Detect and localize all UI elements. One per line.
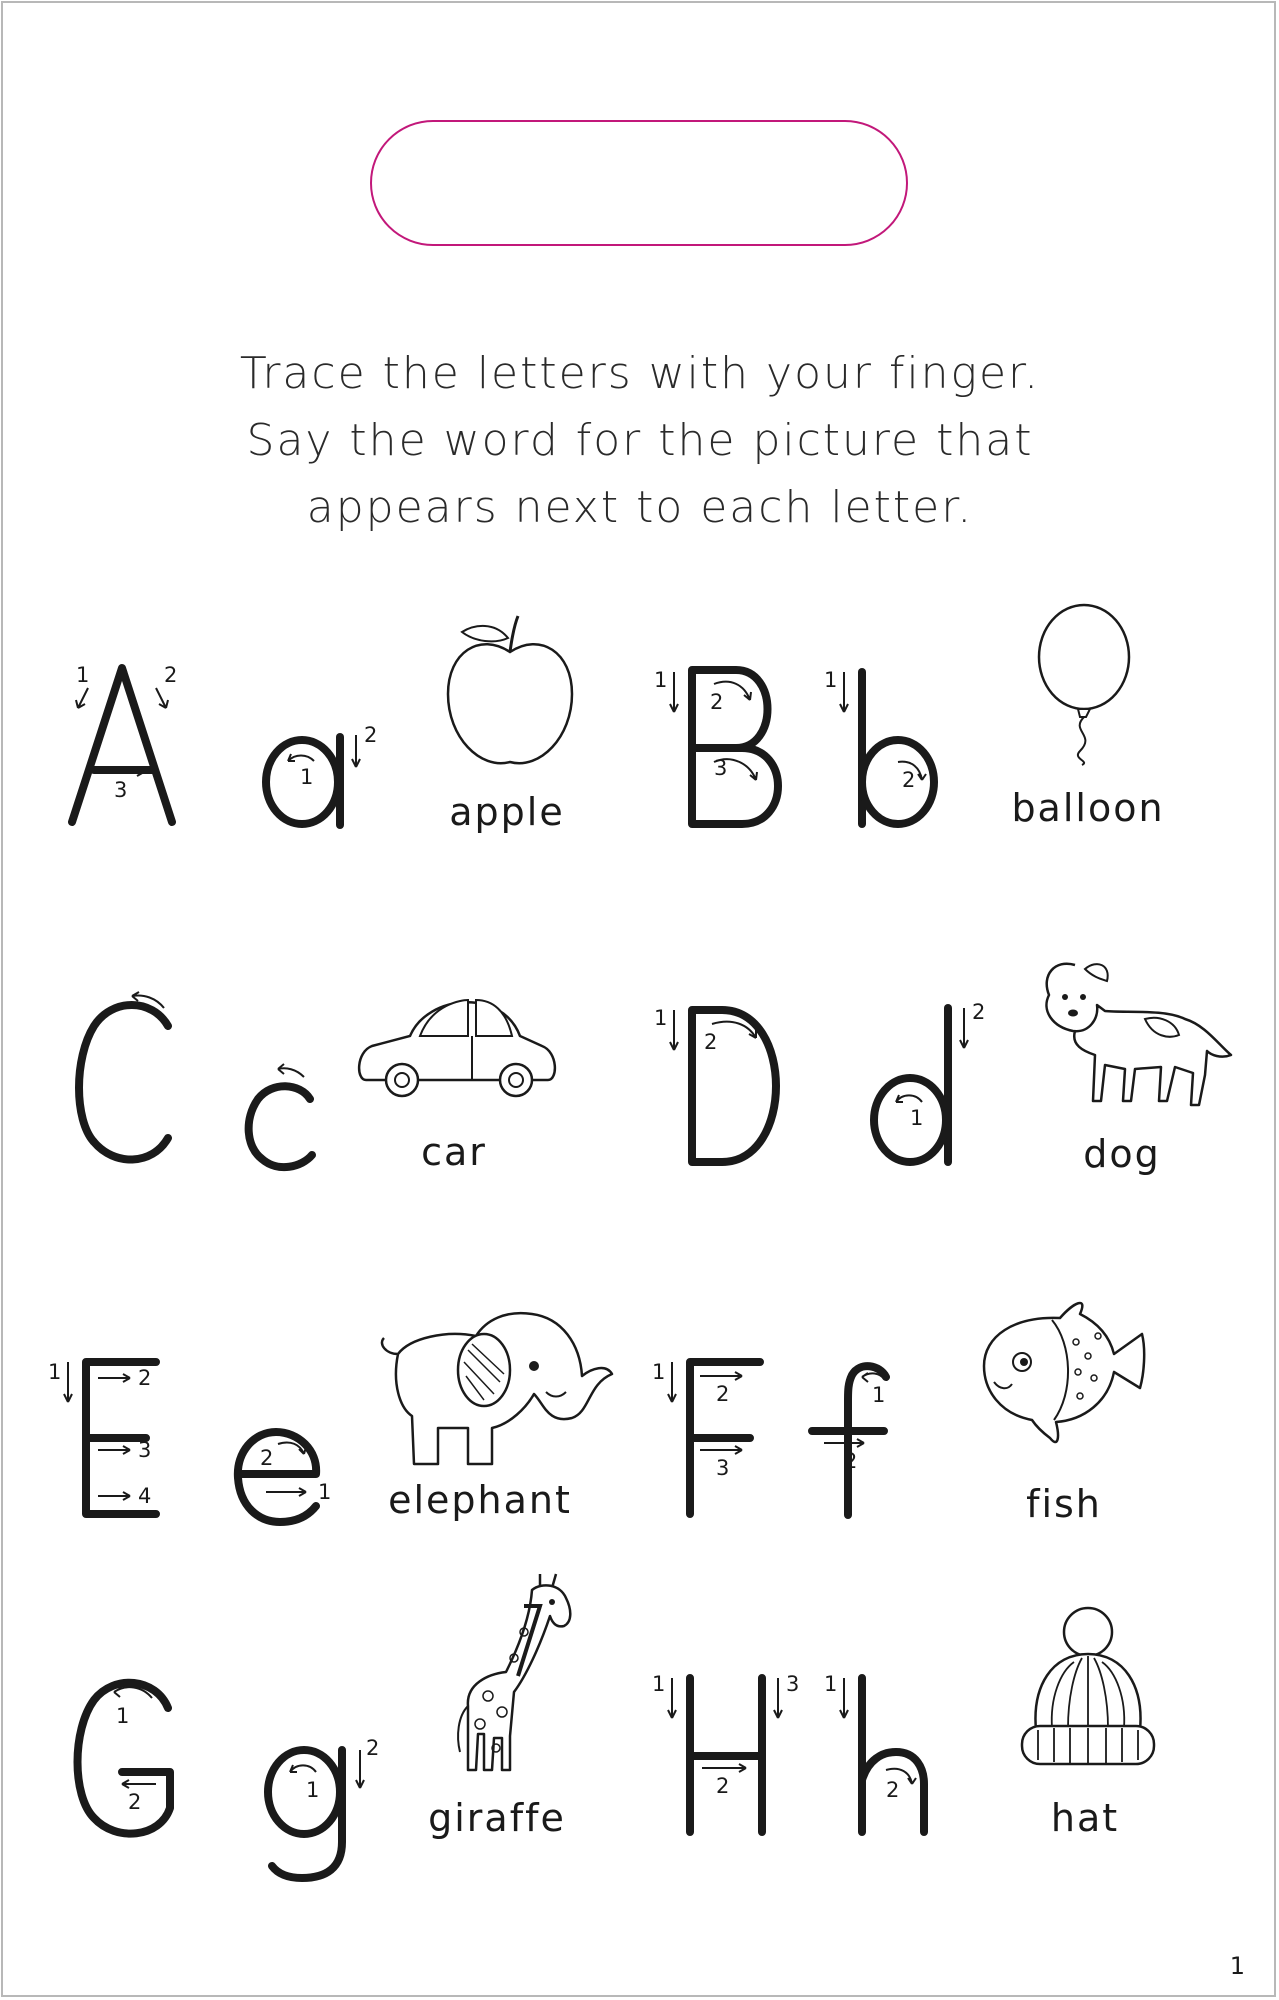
fish-icon — [980, 1292, 1150, 1452]
letter-C-glyph — [60, 990, 190, 1170]
letter-f-glyph — [800, 1355, 910, 1525]
letter-g-glyph — [262, 1738, 392, 1888]
stroke-number: 2 — [164, 663, 178, 687]
letter-H-glyph — [650, 1668, 790, 1838]
apple-icon — [440, 612, 580, 772]
stroke-number: 2 — [902, 768, 916, 792]
stroke-number: 1 — [654, 1006, 668, 1030]
letter-F-glyph — [650, 1350, 780, 1520]
stroke-number: 2 — [886, 1778, 900, 1802]
stroke-number: 1 — [824, 1672, 838, 1696]
word-label: dog — [1083, 1132, 1161, 1176]
word-label: fish — [1026, 1482, 1102, 1526]
balloon-picture — [1030, 605, 1140, 769]
word-label: car — [421, 1130, 487, 1174]
stroke-number: 2 — [364, 723, 378, 747]
stroke-number: 1 — [652, 1672, 666, 1696]
letter-D-glyph — [650, 1000, 800, 1170]
stroke-number: 1 — [652, 1360, 666, 1384]
elephant-picture — [376, 1304, 616, 1478]
instruction-line: appears next to each letter. — [306, 482, 974, 533]
letter-b-glyph — [820, 662, 950, 832]
dog-picture — [1035, 955, 1235, 1119]
stroke-number: 1 — [48, 1360, 62, 1384]
stroke-number: 2 — [716, 1382, 730, 1406]
giraffe-icon — [448, 1566, 588, 1776]
stroke-number: 3 — [714, 756, 728, 780]
instruction-line: Say the word for the picture that — [246, 415, 1034, 466]
word-label: giraffe — [428, 1796, 566, 1840]
stroke-number: 1 — [872, 1383, 886, 1407]
letter-G-glyph — [60, 1668, 190, 1848]
stroke-number: 2 — [128, 1790, 142, 1814]
stroke-number: 2 — [138, 1366, 152, 1390]
stroke-number: 1 — [116, 1704, 130, 1728]
stroke-number: 1 — [318, 1480, 332, 1504]
word-label: balloon — [1011, 786, 1165, 830]
title-box — [370, 120, 908, 246]
stroke-number: 1 — [306, 1778, 320, 1802]
stroke-number: 2 — [710, 690, 724, 714]
giraffe-picture — [448, 1566, 588, 1780]
car-picture — [352, 980, 562, 1114]
stroke-number: 2 — [366, 1736, 380, 1760]
stroke-number: 1 — [910, 1106, 924, 1130]
stroke-number: 3 — [716, 1456, 730, 1480]
letter-a-glyph — [260, 725, 380, 835]
car-icon — [352, 980, 562, 1110]
word-label: hat — [1050, 1796, 1120, 1840]
stroke-number: 2 — [716, 1774, 730, 1798]
stroke-number: 1 — [654, 668, 668, 692]
letter-B-glyph — [650, 662, 780, 832]
stroke-number: 3 — [114, 778, 128, 802]
dog-icon — [1035, 955, 1235, 1115]
stroke-number: 1 — [300, 765, 314, 789]
instructions — [140, 340, 1140, 541]
stroke-number: 3 — [786, 1672, 800, 1696]
stroke-number: 4 — [138, 1484, 152, 1508]
page-number: 1 — [1229, 1952, 1245, 1980]
stroke-number: 2 — [844, 1449, 858, 1473]
hat-icon — [1012, 1602, 1162, 1782]
letter-e-glyph — [226, 1410, 336, 1530]
fish-picture — [980, 1292, 1150, 1456]
stroke-number: 1 — [76, 663, 90, 687]
letter-d-glyph — [860, 998, 990, 1168]
letter-E-glyph — [46, 1350, 176, 1520]
balloon-icon — [1030, 605, 1140, 765]
stroke-number: 3 — [138, 1438, 152, 1462]
word-label: apple — [449, 790, 565, 834]
hat-picture — [1012, 1602, 1162, 1786]
instruction-line: Trace the letters with your finger. — [239, 348, 1041, 399]
stroke-number: 1 — [824, 668, 838, 692]
word-label: elephant — [388, 1478, 572, 1522]
stroke-number: 2 — [260, 1446, 274, 1470]
letter-c-glyph — [232, 1055, 332, 1175]
stroke-number: 2 — [704, 1030, 718, 1054]
elephant-icon — [376, 1304, 616, 1474]
letter-h-glyph — [820, 1668, 950, 1838]
stroke-number: 2 — [972, 1000, 986, 1024]
apple-picture — [440, 612, 580, 776]
